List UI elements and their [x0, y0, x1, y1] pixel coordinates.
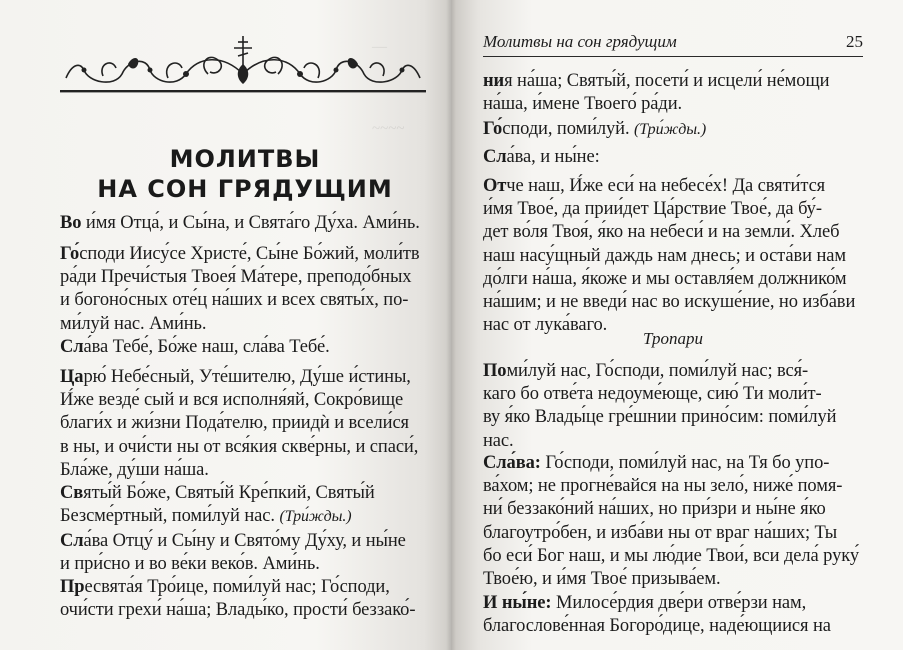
text-line: Сла́ва Отцу́ и Сы́ну и Свято́му Ду́ху, и ны́не: [60, 531, 406, 551]
prayer-paragraph: [60, 366, 432, 482]
running-header: [483, 32, 863, 56]
page-number: 25: [846, 32, 863, 51]
prayer-paragraph: [60, 576, 432, 622]
text-line: Поми́луй нас, Го́споди, поми́луй нас; вся́-: [483, 361, 809, 381]
text-line: в ны, и очи́сти ны от вся́кия скве́рны, и спаси́,: [60, 436, 419, 457]
text-line: Во и́мя Отца́, и Сы́на, и Свята́го Ду́ха. Ами́нь.: [60, 213, 420, 233]
text-line: Сла́ва, и ны́не:: [483, 147, 600, 167]
book-gutter: [446, 0, 456, 650]
text-line: Сла́ва: Го́споди, поми́луй нас, на Тя бо упо-: [483, 453, 830, 473]
text-line: и богоно́сных оте́ц на́ших и всех святы́х, по-: [60, 290, 409, 311]
bold-initial: Го́: [60, 244, 80, 264]
bold-initial: От: [483, 176, 507, 196]
text-line: до́лги на́ша, я́коже и мы оставля́ем должнико́м: [483, 268, 847, 289]
text-line: очи́сти грехи́ на́ша; Влады́ко, прости́ беззако́-: [60, 600, 416, 621]
prayer-paragraph: [483, 146, 863, 169]
text-line: ву я́ко Влады́це гре́шнии прино́сим: поми́луй: [483, 407, 837, 428]
prayer-paragraph: [483, 360, 863, 453]
text-line: нас от лука́ваго.: [483, 315, 608, 336]
rubric-note: (Три́жды.): [634, 121, 707, 138]
text-line: ния на́ша; Святы́й, посети́ и исцели́ не́мощи: [483, 71, 830, 91]
text-line: ми́луй нас. Ами́нь.: [60, 313, 207, 334]
section-title-troparia: Тропари: [642, 329, 704, 348]
bold-initial: Го́: [483, 119, 503, 139]
prayer-paragraph: [60, 336, 432, 359]
text-line: благослове́нная Богоро́дице, наде́ющиися на: [483, 616, 831, 637]
text-line: Сла́ва Тебе́, Бо́же наш, сла́ва Тебе́.: [60, 337, 330, 357]
prayer-paragraph: [483, 118, 863, 141]
bold-initial: Сла́ва:: [483, 453, 541, 473]
bold-initial: Сл: [60, 531, 84, 551]
text-line: Бла́же, ду́ши на́ша.: [60, 459, 209, 480]
text-line: дет во́ля Твоя́, я́ко на небеси́ и на земли́. Хлеб: [483, 222, 840, 243]
bold-initial: Сл: [60, 337, 84, 357]
bold-initial: Во: [60, 213, 82, 233]
prayer-paragraph: [60, 482, 432, 528]
text-line: и при́сно и во ве́ки веко́в. Ами́нь.: [60, 554, 320, 575]
text-line: на́ша, и́мене Твоего́ ра́ди.: [483, 94, 683, 115]
bold-initial: Ца: [60, 367, 84, 387]
bold-initial: ни: [483, 71, 505, 91]
text-line: ра́ди Пречи́стыя Твоея́ Ма́тере, преподо́бных: [60, 267, 412, 288]
show-through-text: ~~~~: [372, 121, 405, 137]
text-line: Пресвята́я Тро́ице, поми́луй нас; Го́споди,: [60, 577, 390, 597]
ornamental-headpiece: [58, 34, 428, 96]
text-line: Святы́й Бо́же, Святы́й Кре́пкий, Святы́й: [60, 483, 375, 503]
text-line: бо еси́ Бог наш, и мы лю́дие Твои́, вси дела́ руку́: [483, 545, 860, 566]
header-rule: [483, 56, 863, 57]
bold-initial: Пр: [60, 577, 85, 597]
text-line: Го́споди Иису́се Христе́, Сы́не Бо́жий, моли́тв: [60, 244, 420, 264]
chapter-title-line-2: НА СОН ГРЯДУЩИМ: [97, 175, 393, 203]
prayer-paragraph: [483, 70, 863, 116]
text-line: каго бо отве́та недоуме́юще, сию́ Ти моли́т-: [483, 384, 822, 405]
bold-initial: И ны́не:: [483, 593, 552, 613]
text-line: и́мя Твое́, да прии́дет Ца́рствие Твое́, да бу́-: [483, 199, 822, 220]
text-line: ни́ беззако́ний на́ших, но при́зри и ны́не я́ко: [483, 499, 826, 520]
rubric-note: (Три́жды.): [279, 508, 352, 526]
running-head-title: Молитвы на сон грядущим: [483, 32, 677, 51]
show-through-text: —: [372, 39, 387, 55]
text-line: Твое́ю, и и́мя Твое́ призыва́ем.: [483, 569, 721, 590]
text-line: на́шим; и не введи́ нас во искуше́ние, но изба́ви: [483, 292, 856, 313]
text-line: благоутро́бен, и изба́ви ны от враг на́ших; Ты: [483, 522, 838, 543]
text-line: И́же везде́ сый и вся исполня́яй, Сокро́вище: [60, 390, 404, 411]
text-line: наш насу́щный даждь нам днесь; и оста́ви нам: [483, 245, 846, 266]
text-line: Безсме́ртный, поми́луй нас.: [60, 506, 275, 527]
prayer-paragraph: [60, 530, 432, 576]
text-line: ва́хом; не прогне́вайся на ны зело́, ниже́ помя-: [483, 476, 843, 497]
text-line: Отче наш, И́же еси́ на небесе́х! Да святи́тся: [483, 176, 826, 196]
prayer-paragraph: [483, 452, 863, 591]
prayer-paragraph: [483, 175, 863, 337]
chapter-title-line-1: МОЛИТВЫ: [169, 145, 321, 173]
prayer-paragraph: [60, 243, 432, 336]
prayer-paragraph: [483, 592, 863, 638]
text-line: Го́споди, поми́луй.: [483, 119, 630, 139]
bold-initial: Сл: [483, 147, 507, 167]
text-line: нас.: [483, 430, 514, 451]
text-line: И ны́не: Милосе́рдия две́ри отве́рзи нам,: [483, 593, 807, 613]
bold-initial: Св: [60, 483, 84, 503]
text-line: благи́х и жи́зни Пода́телю, приидѝ и всели́ся: [60, 413, 409, 434]
prayer-paragraph: [60, 212, 432, 235]
bold-initial: По: [483, 361, 507, 381]
text-line: Царю́ Небе́сный, Уте́шителю, Ду́ше и́стины,: [60, 367, 411, 387]
